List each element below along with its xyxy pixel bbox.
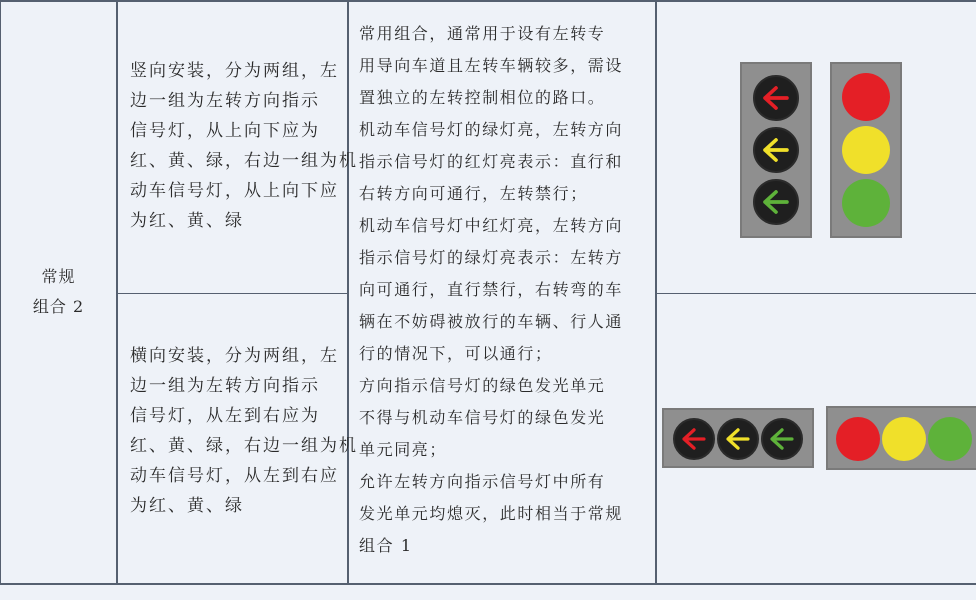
text-line: 机动车信号灯中红灯亮，左转方向 [359,216,624,235]
text-line: 红、黄、绿，右边一组为机 [130,151,358,171]
yellow-lamp [882,417,926,461]
left-arrow-icon [763,420,801,458]
vertical-vehicle-signal [830,62,902,238]
row-divider [656,293,976,294]
row-label-line: 常规 [41,267,76,286]
yellow-arrow-lamp [753,127,799,173]
green-lamp [842,179,890,227]
horizontal-vehicle-signal [826,406,976,470]
green-arrow-lamp [761,418,803,460]
text-line: 信号灯，从上向下应为 [130,121,320,141]
text-line: 辆在不妨碍被放行的车辆、行人通 [359,312,624,331]
row-label-line: 组合 2 [32,297,85,316]
text-line: 行的情况下，可以通行； [359,344,553,363]
left-arrow-icon [719,420,757,458]
horizontal-arrow-signal [662,408,814,468]
text-line: 指示信号灯的绿灯亮表示：左转方 [359,248,624,267]
yellow-arrow-lamp [717,418,759,460]
text-line: 用导向车道且左转车辆较多，需设 [359,56,624,75]
text-line: 边一组为左转方向指示 [130,91,320,111]
text-line: 不得与机动车信号灯的绿色发光 [359,408,606,427]
text-line: 单元同亮； [359,440,448,459]
vertical-arrow-signal [740,62,812,238]
row-label [0,262,117,322]
text-line: 动车信号灯，从上向下应 [130,181,339,201]
green-arrow-lamp [753,179,799,225]
text-line: 为红、黄、绿 [130,496,244,516]
text-line: 动车信号灯，从左到右应 [130,466,339,486]
text-line: 置独立的左转控制相位的路口。 [359,88,606,107]
text-line: 信号灯，从左到右应为 [130,406,320,426]
text-line: 为红、黄、绿 [130,211,244,231]
row-divider [117,293,348,294]
yellow-lamp [842,126,890,174]
red-lamp [836,417,880,461]
table-bottom-border [0,583,976,585]
text-line: 红、黄、绿，右边一组为机 [130,436,358,456]
table-top-border [0,0,976,2]
description-text [359,18,623,562]
text-line: 发光单元均熄灭，此时相当于常规 [359,504,624,523]
text-line: 常用组合，通常用于设有左转专 [359,24,606,43]
left-arrow-icon [755,77,797,119]
left-arrow-icon [675,420,713,458]
text-line: 横向安装，分为两组，左 [130,346,339,366]
left-arrow-icon [755,129,797,171]
text-line: 组合 1 [359,536,413,555]
text-line: 机动车信号灯的绿灯亮，左转方向 [359,120,624,139]
horizontal-install-text [130,341,358,521]
text-line: 右转方向可通行，左转禁行； [359,184,588,203]
text-line: 竖向安装，分为两组，左 [130,61,339,81]
text-line: 指示信号灯的红灯亮表示：直行和 [359,152,624,171]
green-lamp [928,417,972,461]
vertical-install-text [130,56,358,236]
red-lamp [842,73,890,121]
text-line: 允许左转方向指示信号灯中所有 [359,472,606,491]
text-line: 向可通行，直行禁行，右转弯的车 [359,280,624,299]
red-arrow-lamp [673,418,715,460]
left-arrow-icon [755,181,797,223]
text-line: 边一组为左转方向指示 [130,376,320,396]
text-line: 方向指示信号灯的绿色发光单元 [359,376,606,395]
red-arrow-lamp [753,75,799,121]
